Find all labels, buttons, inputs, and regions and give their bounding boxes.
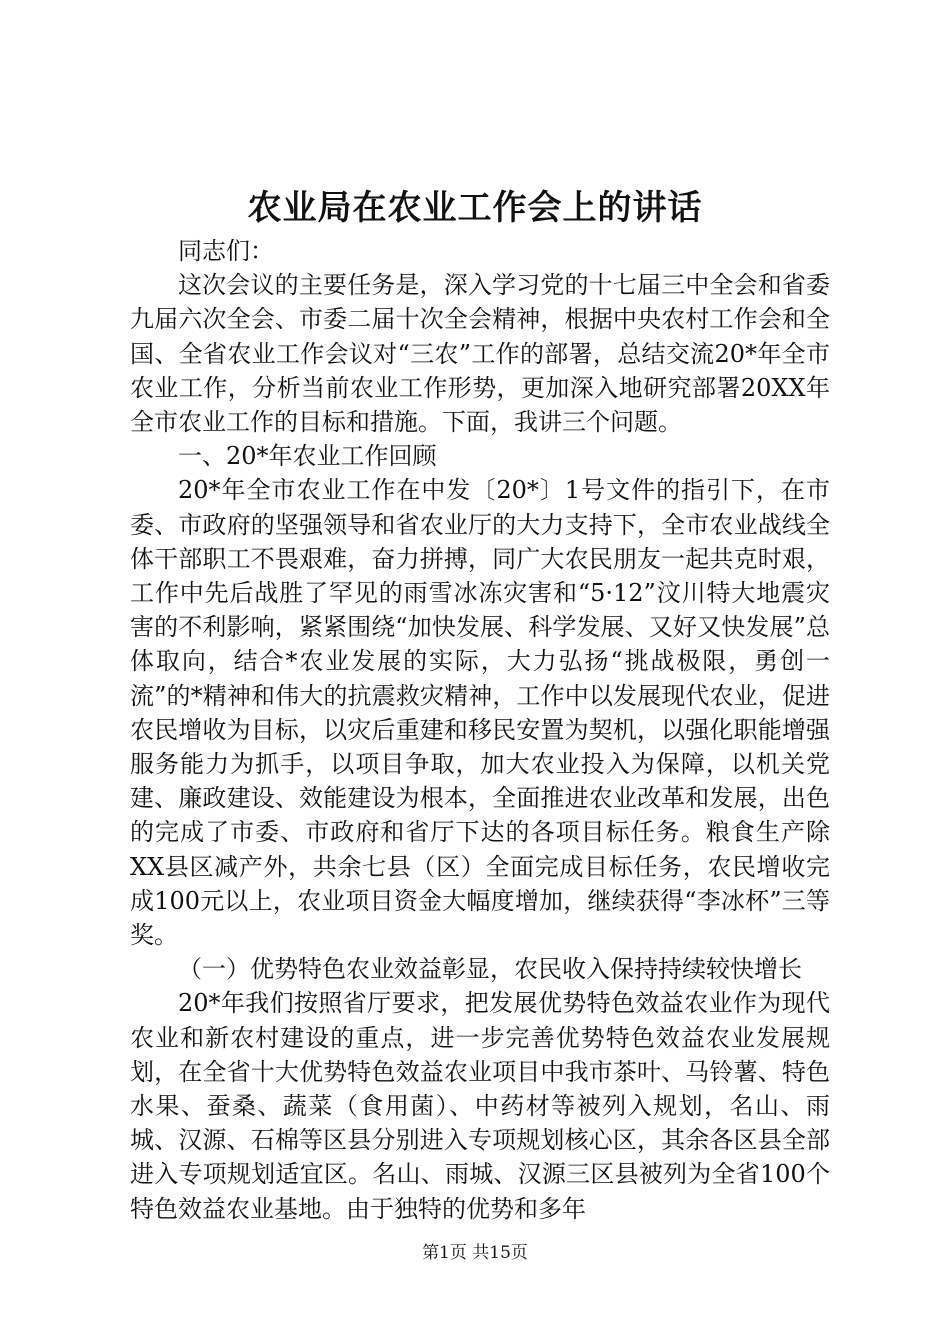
subsection-heading: （一）优势特色农业效益彰显，农民收入保持持续较快增长 <box>178 955 802 984</box>
intro-paragraph: 这次会议的主要任务是，深入学习党的十七届三中全会和省委九届六次全会、市委二届十次全会精神，根据中央农村工作会和全国、全省农业工作会议对“三农”工作的部署，总结交流20*年全市农业工作，分析当前农业工作形势，更加深入地研究部署20XX年全市农业工作的目标和措施。下面，我讲三个问题。 <box>130 271 830 437</box>
document-body <box>130 234 830 1226</box>
salutation: 同志们： <box>178 237 274 265</box>
document-title: 农业局在农业工作会上的讲话 <box>247 188 703 228</box>
body-paragraph: 20*年我们按照省厅要求，把发展优势特色效益农业作为现代农业和新农村建设的重点，进一步完善优势特色效益农业发展规划，在全省十大优势特色效益农业项目中我市茶叶、马铃薯、特色水果、蚕桑、蔬菜（食用菌）、中药材等被列入规划，名山、雨城、汉源、石棉等区县分别进入专项规划核心区，其余各区县全部进入专项规划适宜区。名山、雨城、汉源三区县被列为全省100个特色效益农业基地。由于独特的优势和多年 <box>130 989 830 1223</box>
section-heading: 一、20*年农业工作回顾 <box>178 442 437 471</box>
page-number: 第1页 共15页 <box>422 1243 528 1263</box>
review-paragraph: 20*年全市农业工作在中发〔20*〕1号文件的指引下，在市委、市政府的坚强领导和省农业厅的大力支持下，全市农业战线全体干部职工不畏艰难，奋力拼搏，同广大农民朋友一起共克时艰，工作中先后战胜了罕见的雨雪冰冻灾害和“5·12”汶川特大地震灾害的不利影响，紧紧围绕“加快发展、科学发展、又好又快发展”总体取向，结合*农业发展的实际，大力弘扬“挑战极限，勇创一流”的*精神和伟大的抗震救灾精神，工作中以发展现代农业，促进农民增收为目标，以灾后重建和移民安置为契机，以强化职能增强服务能力为抓手，以项目争取，加大农业投入为保障，以机关党建、廉政建设、效能建设为根本，全面推进农业改革和发展，出色的完成了市委、市政府和省厅下达的各项目标任务。粮食生产除XX县区减产外，共余七县（区）全面完成目标任务，农民增收完成100元以上，农业项目资金大幅度增加，继续获得“李冰杯”三等奖。 <box>130 476 830 950</box>
